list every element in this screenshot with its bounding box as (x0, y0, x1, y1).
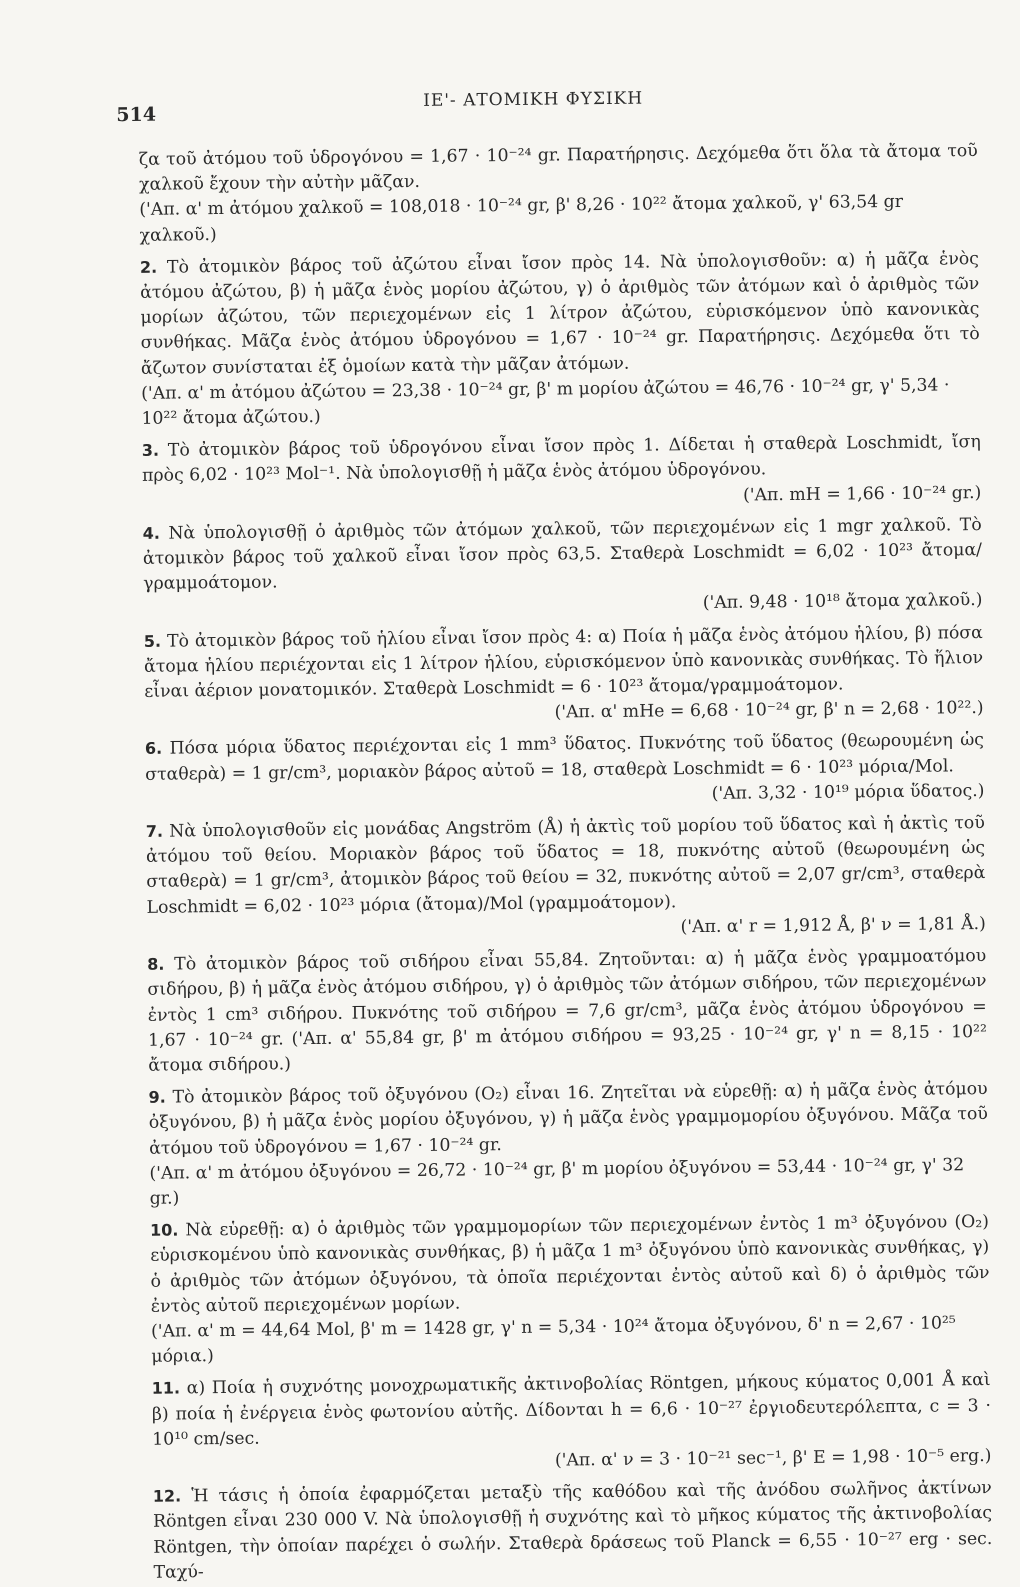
problem-2 (140, 246, 981, 432)
problem-text: Νὰ εὑρεθῇ: α) ὁ ἀριθμὸς τῶν γραμμομορίων τῶν περιεχομένων ἐντὸς 1 m³ ὀξυγόνου (O₂) εὑρισκομένου ὑπὸ κανονικὰς συνθήκας, β) ἡ μᾶζα 1 m³ ὀξυγόνου ὑπὸ κανονικὰς συνθήκας, γ) ὁ ἀριθμὸς τῶν ἀτόμων ὀξυγόνου, τὰ ὁποῖα περιέχονται ἐντὸς αὐτοῦ καὶ δ) ὁ ἀριθμὸς τῶν ἐντὸς αὐτοῦ περιεχομένων μορίων. (150, 1212, 990, 1317)
problem-8 (147, 943, 987, 1079)
problem-text: Νὰ ὑπολογισθοῦν εἰς μονάδας Angström (Å) ἡ ἀκτὶς τοῦ μορίου τοῦ ὕδατος καὶ ἡ ἀκτὶς τοῦ ἀτόμου τοῦ θείου. Μοριακὸν βάρος τοῦ ὕδατος = 18, πυκνότης αὐτοῦ (θεωρουμένη ὡς σταθερὰ) = 1 gr/cm³, ἀτομικὸν βάρος τοῦ θείου = 32, πυκνότης αὐτοῦ = 2,07 gr/cm³, σταθερὰ Loschmidt = 6,02 · 10²³ μόρια (ἄτομα)/Mol (γραμμοάτομον). (145, 813, 986, 918)
problem-6 (145, 728, 985, 813)
problem-text: Τὸ ἀτομικὸν βάρος τοῦ ἀζώτου εἶναι ἴσον πρὸς 14. Νὰ ὑπολογισθοῦν: α) ἡ μᾶζα ἑνὸς ἀτόμου ἀζώτου, β) ἡ μᾶζα ἑνὸς μορίου ἀζώτου, γ) ὁ ἀριθμὸς τῶν ἀτόμων καὶ ὁ ἀριθμὸς τῶν μορίων ἀζώτου, τῶν περιεχομένων εἰς 1 λίτρον ἀζώτου, εὑρισκόμενον ὑπὸ κανονικὰς συνθήκας. Μᾶζα ἑνὸς ἀτόμου ὑδρογόνου = 1,67 · 10⁻²⁴ gr. Παρατήρησις. Δεχόμεθα ὅτι τὸ ἄζωτον συνίσταται ἐξ ὁμοίων κατὰ τὴν μᾶζαν ἀτόμων. (140, 248, 980, 379)
page-number: 514 (116, 103, 157, 127)
problem-3 (142, 429, 982, 514)
problem-text: Νὰ ὑπολογισθῇ ὁ ἀριθμὸς τῶν ἀτόμων χαλκοῦ, τῶν περιεχομένων εἰς 1 mgr χαλκοῦ. Τὸ ἀτομικὸν βάρος τοῦ χαλκοῦ εἶναι ἴσον πρὸς 63,5. Σταθερὰ Loschmidt = 6,02 · 10²³ ἄτομα/γραμμοάτομον. (142, 514, 983, 595)
problem-9 (148, 1076, 988, 1212)
problem-text: Τὸ ἀτομικὸν βάρος τοῦ ὑδρογόνου εἶναι ἴσον πρὸς 1. Δίδεται ἡ σταθερὰ Loschmidt, ἴση πρὸς 6,02 · 10²³ Mol⁻¹. Νὰ ὑπολογισθῇ ἡ μᾶζα ἑνὸς ἀτόμου ὑδρογόνου. (142, 432, 981, 487)
problem-10 (150, 1209, 991, 1370)
running-title: ΙΕ'- ΑΤΟΜΙΚΗ ΦΥΣΙΚΗ (423, 88, 644, 111)
problem-number: 2. (139, 257, 158, 277)
problem-answer: ('Απ. α' m = 44,64 Mol, β' m = 1428 gr, γ' n = 5,34 · 10²⁴ ἄτομα ὀξυγόνου, δ' n = 2,67 · 10²⁵ μόρια.) (150, 1313, 956, 1367)
problem-number: 5. (143, 631, 162, 651)
problem-number: 3. (141, 440, 160, 461)
problem-answer: ('Απ. α' mHe = 6,68 · 10⁻²⁴ gr, β' n = 2,68 · 10²².) (554, 698, 984, 723)
problem-number: 7. (145, 821, 164, 841)
problem-number: 4. (142, 523, 161, 543)
problem-answer: ('Απ. 3,32 · 10¹⁹ μόρια ὕδατος.) (711, 780, 985, 804)
problem-12 (153, 1475, 993, 1586)
page-header (116, 83, 977, 132)
problem-4 (143, 512, 983, 623)
problem-text: Τὸ ἀτομικὸν βάρος τοῦ ὀξυγόνου (O₂) εἶναι 16. Ζητεῖται νὰ εὑρεθῇ: α) ἡ μᾶζα ἑνὸς ἀτόμου ὀξυγόνου, β) ἡ μᾶζα ἑνὸς μορίου ὀξυγόνου, γ) ἡ μᾶζα ἑνὸς γραμμομορίου ὀξυγόνου. Μᾶζα τοῦ ἀτόμου τοῦ ὑδρογόνου = 1,67 · 10⁻²⁴ gr. (148, 1079, 988, 1159)
problem-number: 10. (149, 1220, 179, 1240)
problem-answer: ('Απ. 9,48 · 10¹⁸ ἄτομα χαλκοῦ.) (702, 590, 983, 614)
problem-answer: ('Απ. mH = 1,66 · 10⁻²⁴ gr.) (742, 482, 982, 506)
problem-answer: ('Απ. α' m ἀτόμου ὀξυγόνου = 26,72 · 10⁻²⁴ gr, β' m μορίου ὀξυγόνου = 53,44 · 10⁻²⁴ gr, γ' 32 gr.) (149, 1154, 965, 1209)
problem-answer: ('Απ. α' ν = 3 · 10⁻²¹ sec⁻¹, β' E = 1,98 · 10⁻⁵ erg.) (554, 1445, 992, 1471)
problem-7 (146, 810, 986, 946)
intro-text: ζα τοῦ ἀτόμου τοῦ ὑδρογόνου = 1,67 · 10⁻²⁴ gr. Παρατήρησις. Δεχόμεθα ὅτι ὅλα τὰ ἄτομα τοῦ χαλκοῦ ἔχουν τὴν αὐτὴν μᾶζαν. (138, 141, 978, 196)
problem-text: Ἡ τάσις ἡ ὁποία ἐφαρμόζεται μεταξὺ τῆς καθόδου καὶ τῆς ἀνόδου σωλῆνος ἀκτίνων Röntgen εἶναι 230 000 V. Νὰ ὑπολογισθῇ ἡ συχνότης καὶ τὸ μῆκος κύματος τῆς ἀκτινοβολίας Röntgen, τὴν ὁποίαν παρέχει ὁ σωλήν. Σταθερὰ δράσεως τοῦ Planck = 6,55 · 10⁻²⁷ erg · sec. Ταχύ- (152, 1478, 993, 1583)
problem-text: Τὸ ἀτομικὸν βάρος τοῦ ἡλίου εἶναι ἴσον πρὸς 4: α) Ποία ἡ μᾶζα ἑνὸς ἀτόμου ἡλίου, β) πόσα ἄτομα ἡλίου περιέχονται εἰς 1 λίτρον ἡλίου, εὑρισκόμενον ὑπὸ κανονικὰς συνθήκας. Τὸ ἥλιον εἶναι ἀέριον μονατομικόν. Σταθερὰ Loschmidt = 6 · 10²³ ἄτομα/γραμμοάτομον. (144, 622, 984, 702)
problem-number: 12. (152, 1486, 182, 1506)
problem-5 (144, 620, 984, 731)
problem-number: 6. (144, 739, 163, 759)
intro-block (139, 139, 979, 249)
problem-text: Πόσα μόρια ὕδατος περιέχονται εἰς 1 mm³ ὕδατος. Πυκνότης τοῦ ὕδατος (θεωρουμένη ὡς σταθερὰ) = 1 gr/cm³, μοριακὸν βάρος αὐτοῦ = 18, σταθερὰ Loschmidt = 6 · 10²³ μόρια/Mol. (145, 730, 985, 785)
intro-answer: ('Απ. α' m ἀτόμου χαλκοῦ = 108,018 · 10⁻²⁴ gr, β' 8,26 · 10²² ἄτομα χαλκοῦ, γ' 63,54 gr χαλκοῦ.) (139, 192, 904, 246)
problem-11 (152, 1367, 992, 1478)
problem-answer: ('Απ. α' m ἀτόμου ἀζώτου = 23,38 · 10⁻²⁴ gr, β' m μορίου ἀζώτου = 46,76 · 10⁻²⁴ gr, γ' 5,34 · 10²² ἄτομα ἀζώτου.) (141, 375, 950, 429)
problem-text: Τὸ ἀτομικὸν βάρος τοῦ σιδήρου εἶναι 55,84. Ζητοῦνται: α) ἡ μᾶζα ἑνὸς γραμμοατόμου σιδήρου, β) ἡ μᾶζα ἑνὸς ἀτόμου σιδήρου, γ) ὁ ἀριθμὸς τῶν ἀτόμων σιδήρου, τῶν περιεχομένων ἐντὸς 1 cm³ σιδήρου. Πυκνότης τοῦ σιδήρου = 7,6 gr/cm³, μᾶζα ἑνὸς ἀτόμου ὑδρογόνου = 1,67 · 10⁻²⁴ gr. ('Απ. α' 55,84 gr, β' m ἀτόμου σιδήρου = 93,25 · 10⁻²⁴ gr, γ' n = 8,15 · 10²² ἄτομα σιδήρου.) (147, 946, 988, 1076)
problem-text: α) Ποία ἡ συχνότης μονοχρωματικῆς ἀκτινοβολίας Röntgen, μήκους κύματος 0,001 Å καὶ β) ποία ἡ ἐνέργεια ἑνὸς φωτονίου αὐτῆς. Δίδονται h = 6,6 · 10⁻²⁷ ἐργιοδευτερόλεπτα, c = 3 · 10¹⁰ cm/sec. (151, 1370, 991, 1450)
problem-number: 9. (148, 1087, 166, 1107)
problem-number: 8. (147, 954, 165, 974)
problem-answer: ('Απ. α' r = 1,912 Å, β' ν = 1,81 Å.) (680, 913, 986, 938)
problem-number: 11. (151, 1378, 181, 1399)
